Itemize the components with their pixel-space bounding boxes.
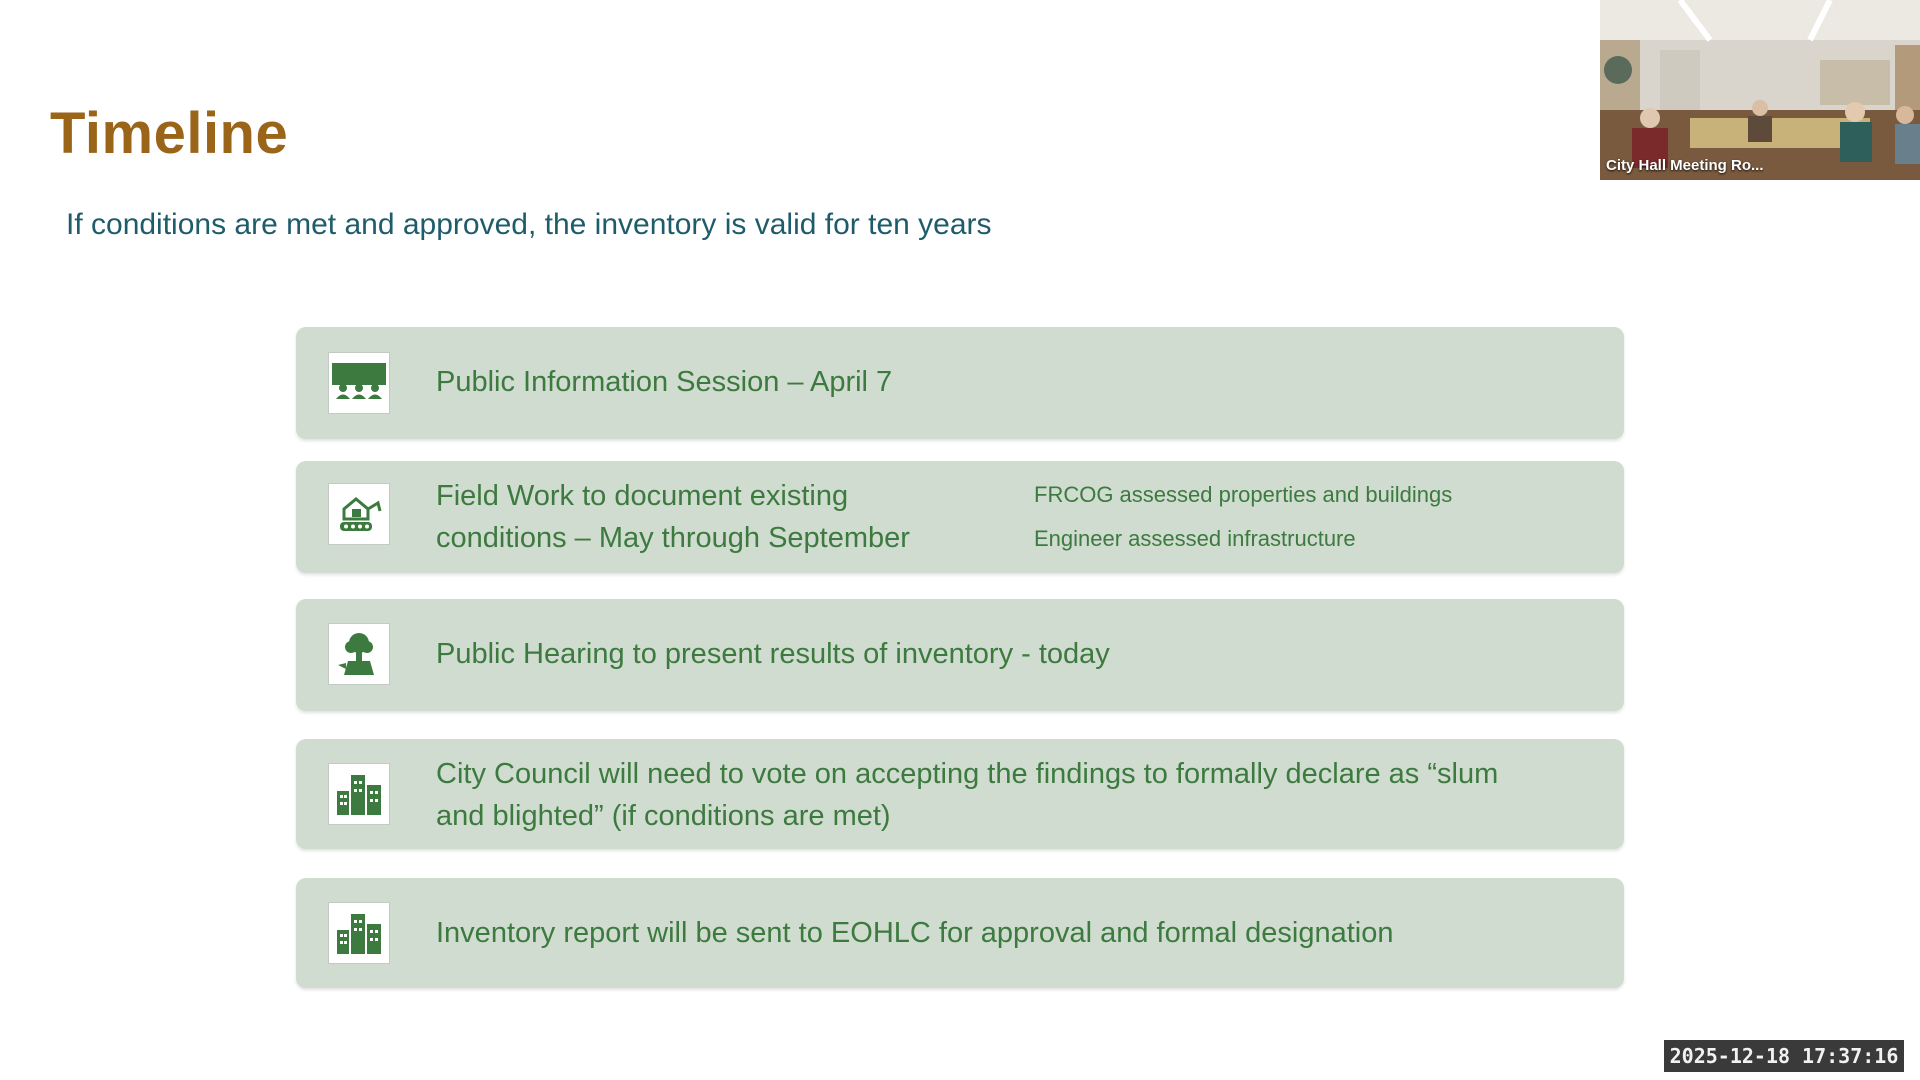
timeline-item-info-session: [296, 327, 1624, 439]
timeline-item-field-work: [296, 461, 1624, 573]
buildings-icon: [328, 763, 390, 825]
timeline-item-label: Public Information Session – April 7: [436, 366, 893, 398]
field-work-note: Engineer assessed infrastructure: [1034, 526, 1356, 551]
buildings-icon: [328, 902, 390, 964]
timeline-item-label-line2: conditions – May through September: [436, 522, 910, 554]
meeting-room-video: [1600, 0, 1920, 180]
timeline-item-label: Public Hearing to present results of inventory - today: [436, 638, 1110, 670]
timeline-item-city-council: [296, 739, 1624, 849]
tree-person-icon: [328, 623, 390, 685]
participant-video-tile[interactable]: [1600, 0, 1920, 180]
slide-title: Timeline: [50, 101, 289, 166]
field-work-note: FRCOG assessed properties and buildings: [1034, 482, 1453, 507]
recording-timestamp: 2025-12-18 17:37:16: [1664, 1040, 1904, 1072]
slide-subtitle: If conditions are met and approved, the inventory is valid for ten years: [66, 208, 992, 241]
timeline-item-public-hearing: [296, 599, 1624, 711]
timeline-item-label: [436, 475, 910, 559]
timeline-item-label: [436, 753, 1498, 837]
timeline-item-label-line1: Field Work to document existing: [436, 480, 849, 512]
field-work-notes: [1034, 473, 1452, 561]
timeline-item-inventory-report: [296, 878, 1624, 988]
timeline-item-label: Inventory report will be sent to EOHLC for approval and formal designation: [436, 917, 1394, 949]
excavator-icon: [328, 483, 390, 545]
timeline-item-label-line1: City Council will need to vote on accepting the findings to formally declare as “slum: [436, 758, 1499, 790]
audience-icon: [328, 352, 390, 414]
video-caption: City Hall Meeting Ro...: [1606, 157, 1764, 174]
timeline-item-label-line2: and blighted” (if conditions are met): [436, 800, 891, 832]
